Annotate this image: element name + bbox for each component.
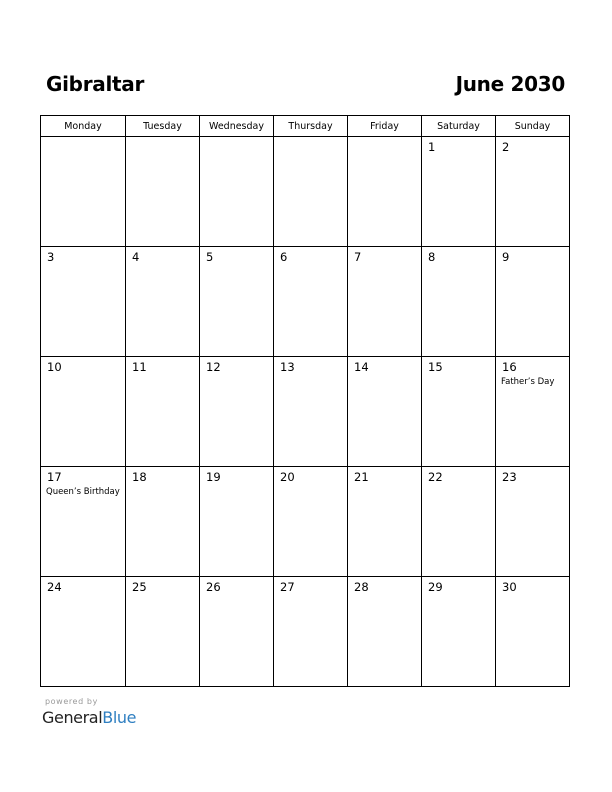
- day-cell: [348, 247, 422, 357]
- day-number: 10: [47, 360, 62, 374]
- weekday-header-row: [41, 116, 570, 137]
- day-number: 7: [354, 250, 362, 264]
- day-number: 3: [47, 250, 55, 264]
- holiday-label: [200, 594, 273, 595]
- day-cell: [200, 357, 274, 467]
- day-cell: [496, 577, 570, 687]
- day-number: 29: [428, 580, 443, 594]
- holiday-label: [422, 484, 495, 485]
- day-number: 13: [280, 360, 295, 374]
- day-cell: [41, 357, 126, 467]
- day-cell: [496, 247, 570, 357]
- day-number: 15: [428, 360, 443, 374]
- day-cell: [200, 577, 274, 687]
- holiday-label: [496, 154, 569, 155]
- month-year-title: June 2030: [455, 72, 565, 96]
- day-number: 12: [206, 360, 221, 374]
- calendar-grid: [40, 115, 570, 687]
- week-row: [41, 357, 570, 467]
- day-number: 25: [132, 580, 147, 594]
- weekday-header: Thursday: [274, 116, 348, 137]
- brand-blue-text: Blue: [102, 708, 137, 727]
- day-number: 19: [206, 470, 221, 484]
- day-cell: [496, 467, 570, 577]
- day-cell: [126, 467, 200, 577]
- day-cell: [126, 137, 200, 247]
- week-row: [41, 467, 570, 577]
- holiday-label: [348, 484, 421, 485]
- day-cell: [274, 247, 348, 357]
- holiday-label: [41, 374, 125, 375]
- day-number: 6: [280, 250, 288, 264]
- day-number: 22: [428, 470, 443, 484]
- weekday-header: Saturday: [422, 116, 496, 137]
- holiday-label: [274, 264, 347, 265]
- day-cell: [496, 137, 570, 247]
- day-number: 11: [132, 360, 147, 374]
- holiday-label: [274, 484, 347, 485]
- holiday-label: Queen’s Birthday: [46, 487, 120, 497]
- powered-by-text: powered by: [45, 697, 98, 706]
- holiday-label: [41, 140, 125, 141]
- day-number: 14: [354, 360, 369, 374]
- day-cell: [422, 137, 496, 247]
- holiday-label: Father’s Day: [501, 377, 555, 387]
- week-row: [41, 247, 570, 357]
- day-number: 21: [354, 470, 369, 484]
- holiday-label: [126, 264, 199, 265]
- holiday-label: [126, 140, 199, 141]
- day-cell: [126, 577, 200, 687]
- day-number: 18: [132, 470, 147, 484]
- holiday-label: [348, 374, 421, 375]
- holiday-label: [422, 264, 495, 265]
- holiday-label: [422, 374, 495, 375]
- holiday-label: [274, 374, 347, 375]
- holiday-label: [348, 594, 421, 595]
- day-number: 23: [502, 470, 517, 484]
- weekday-header: Tuesday: [126, 116, 200, 137]
- week-row: [41, 577, 570, 687]
- holiday-label: [496, 594, 569, 595]
- day-cell: [422, 357, 496, 467]
- day-number: 24: [47, 580, 62, 594]
- weekday-header: Friday: [348, 116, 422, 137]
- day-cell: [200, 137, 274, 247]
- day-number: 27: [280, 580, 295, 594]
- day-cell: [422, 467, 496, 577]
- holiday-label: [126, 484, 199, 485]
- holiday-label: [422, 154, 495, 155]
- day-number: 26: [206, 580, 221, 594]
- day-cell: [348, 467, 422, 577]
- week-row: [41, 137, 570, 247]
- holiday-label: [348, 140, 421, 141]
- holiday-label: [496, 264, 569, 265]
- day-number: 5: [206, 250, 214, 264]
- day-number: 9: [502, 250, 510, 264]
- brand-general-text: General: [42, 708, 103, 727]
- day-cell: [41, 247, 126, 357]
- day-cell: [274, 577, 348, 687]
- day-cell: [126, 357, 200, 467]
- holiday-label: [200, 374, 273, 375]
- day-cell: [41, 467, 126, 577]
- holiday-label: [126, 594, 199, 595]
- holiday-label: [348, 264, 421, 265]
- weekday-header: Monday: [41, 116, 126, 137]
- day-number: 20: [280, 470, 295, 484]
- day-cell: [274, 137, 348, 247]
- day-number: 30: [502, 580, 517, 594]
- day-cell: [348, 137, 422, 247]
- day-cell: [274, 467, 348, 577]
- holiday-label: [274, 140, 347, 141]
- day-number: 8: [428, 250, 436, 264]
- weekday-header: Sunday: [496, 116, 570, 137]
- holiday-label: [422, 594, 495, 595]
- day-cell: [41, 137, 126, 247]
- holiday-label: [41, 264, 125, 265]
- day-number: 4: [132, 250, 140, 264]
- day-cell: [274, 357, 348, 467]
- country-title: Gibraltar: [46, 72, 145, 96]
- holiday-label: [274, 594, 347, 595]
- day-cell: [422, 247, 496, 357]
- holiday-label: [126, 374, 199, 375]
- holiday-label: [200, 140, 273, 141]
- day-cell: [348, 577, 422, 687]
- day-cell: [348, 357, 422, 467]
- day-cell: [126, 247, 200, 357]
- holiday-label: [200, 264, 273, 265]
- day-number: 1: [428, 140, 436, 154]
- weekday-header: Wednesday: [200, 116, 274, 137]
- day-cell: [200, 247, 274, 357]
- day-number: 2: [502, 140, 510, 154]
- holiday-label: [200, 484, 273, 485]
- day-number: 28: [354, 580, 369, 594]
- day-cell: [200, 467, 274, 577]
- day-cell: [422, 577, 496, 687]
- day-number: 16: [502, 360, 517, 374]
- day-cell: [41, 577, 126, 687]
- holiday-label: [41, 594, 125, 595]
- day-cell: [496, 357, 570, 467]
- day-number: 17: [47, 470, 62, 484]
- generalblue-logo[interactable]: [42, 707, 136, 729]
- holiday-label: [496, 484, 569, 485]
